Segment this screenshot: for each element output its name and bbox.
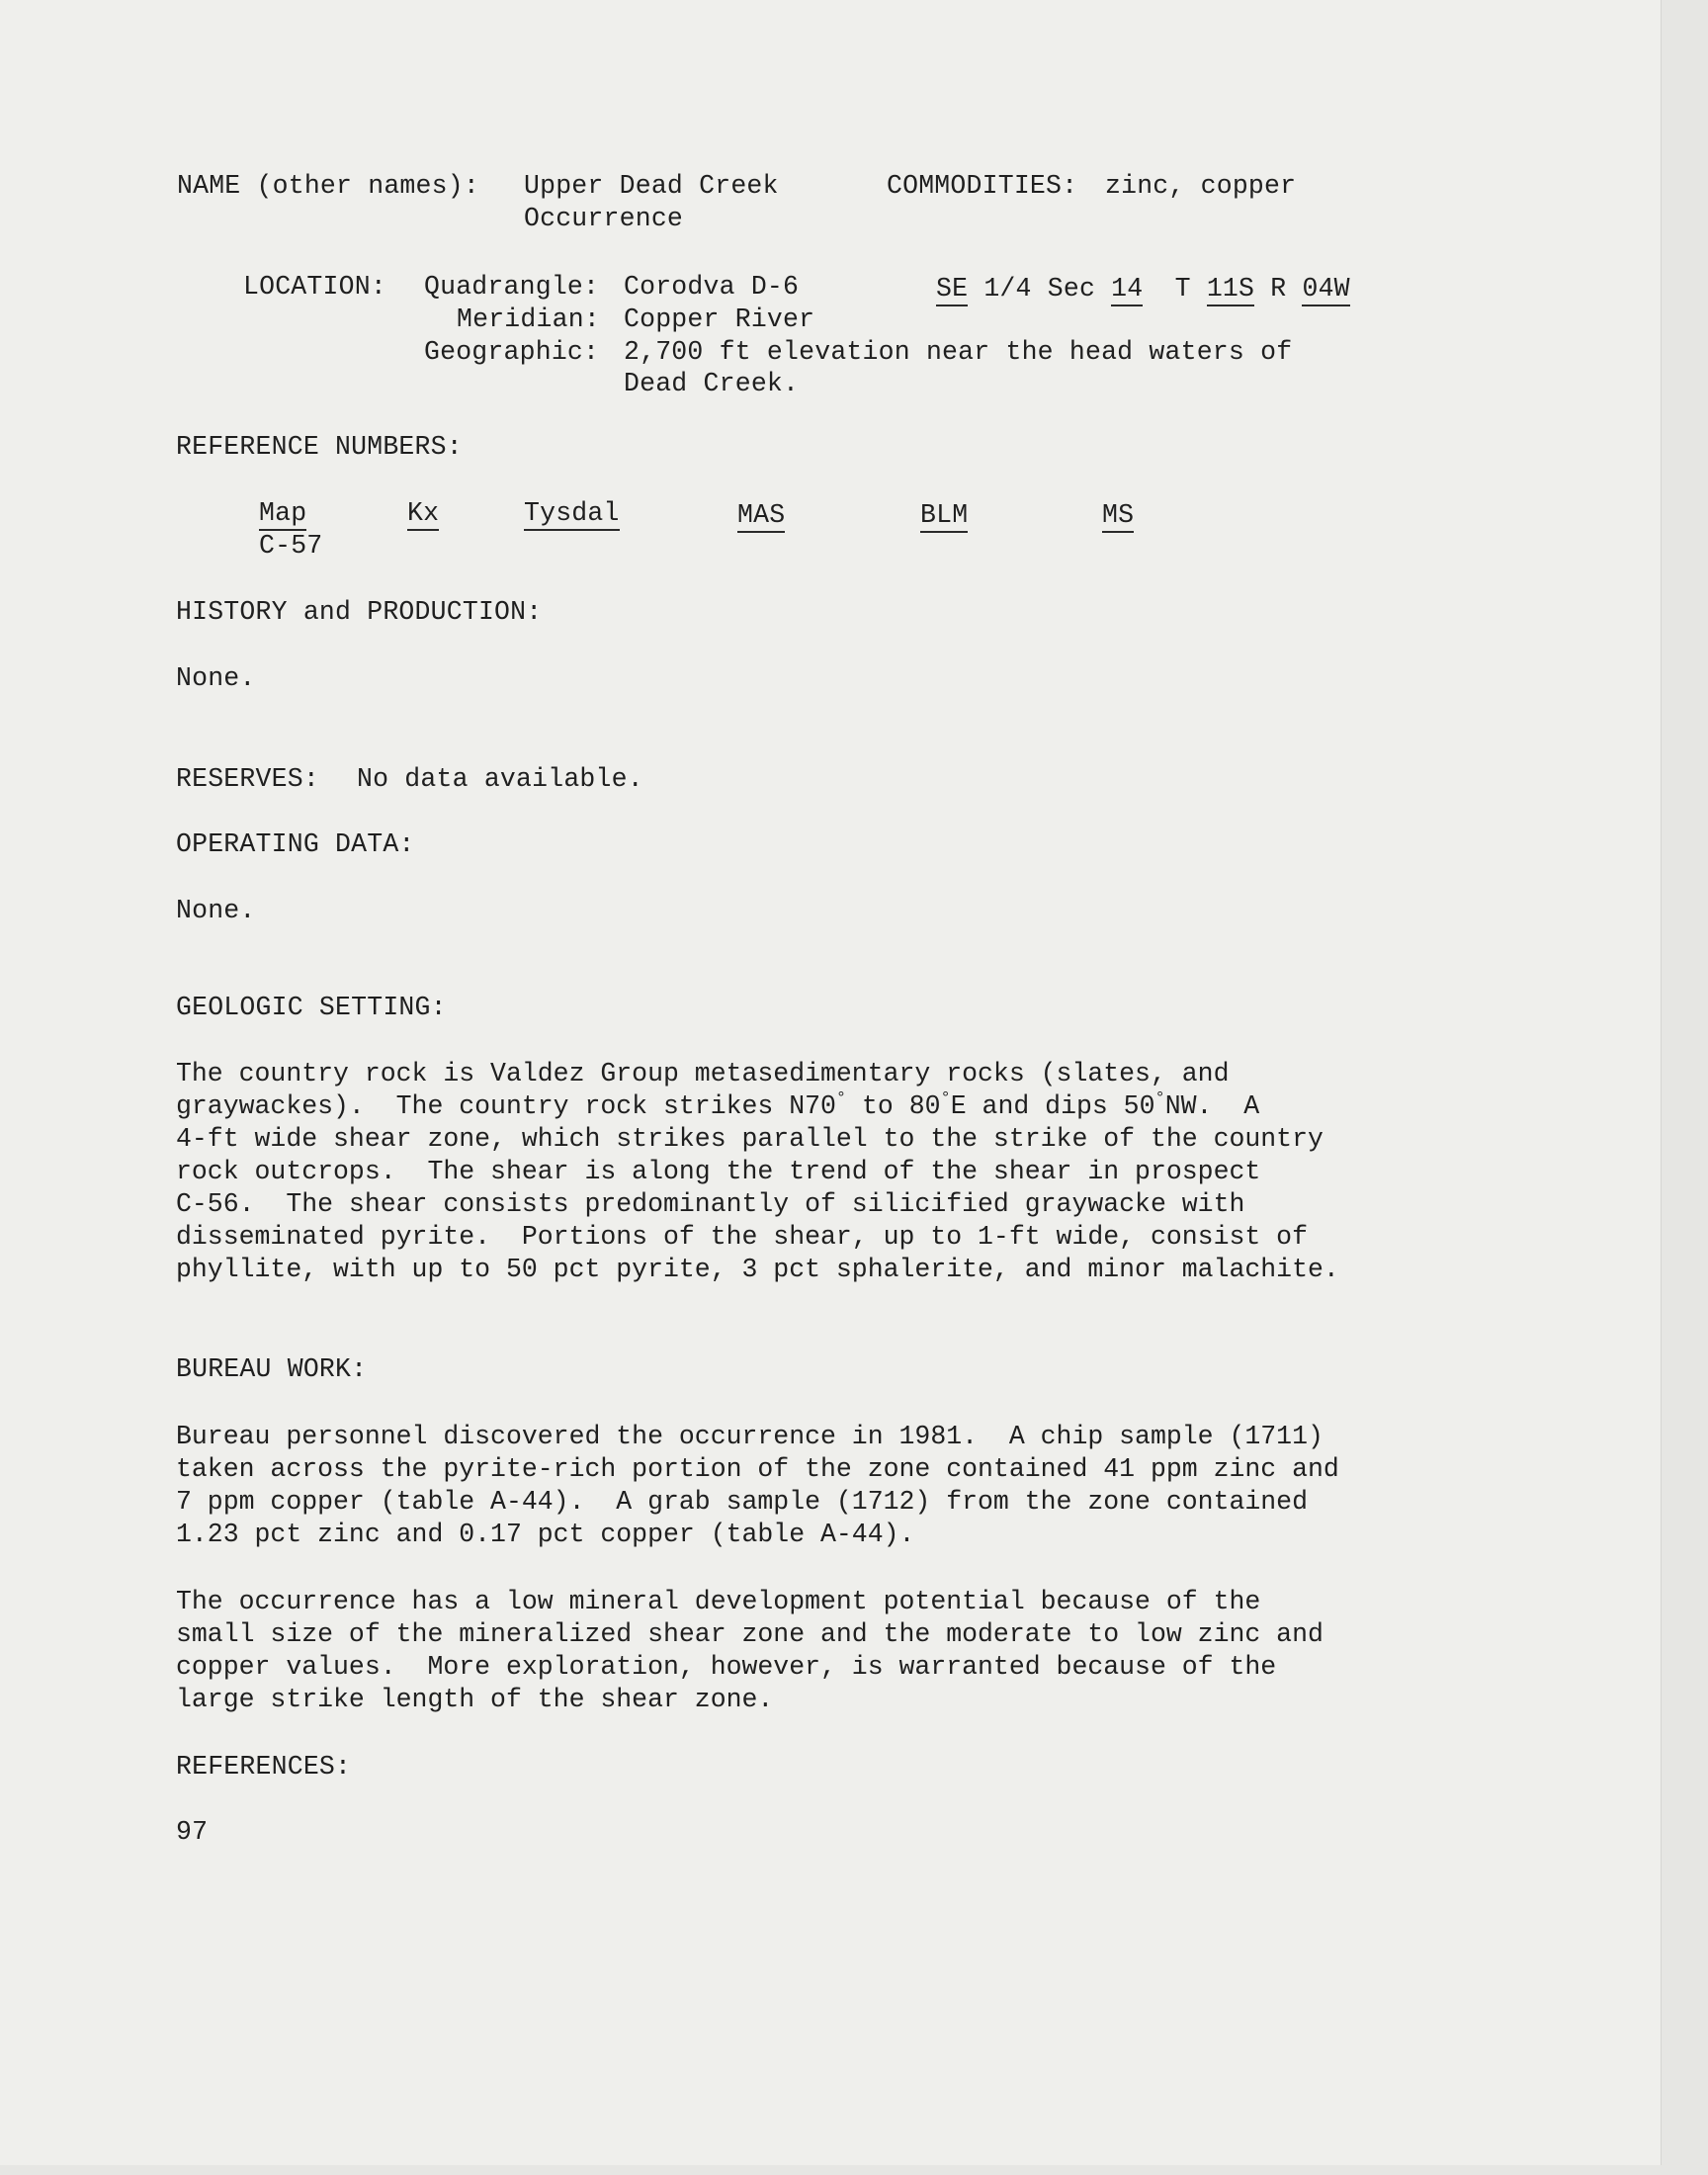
- ref-mas: [737, 499, 785, 532]
- township-value: 11S: [1207, 274, 1254, 306]
- name-value-line2: Occurrence: [524, 204, 684, 233]
- bureau-line: Bureau personnel discovered the occurrence in 1981. A chip sample (1711): [176, 1422, 1324, 1451]
- ref-kx: [407, 497, 439, 530]
- history-text: None.: [176, 663, 256, 693]
- sec-label: Sec: [1047, 274, 1096, 304]
- bureau-paragraph-2: [176, 1586, 1461, 1716]
- geologic-line: 4-ft wide shear zone, which strikes parallel to the strike of the country: [176, 1124, 1324, 1154]
- bureau-line: small size of the mineralized shear zone and the moderate to low zinc and: [176, 1619, 1324, 1649]
- geologic-line: The country rock is Valdez Group metasedimentary rocks (slates, and: [176, 1059, 1230, 1088]
- ref-blm-label: BLM: [920, 500, 968, 533]
- ref-ms-label: MS: [1102, 500, 1134, 533]
- history-heading: HISTORY and PRODUCTION:: [176, 597, 543, 627]
- degree-symbol: °: [835, 1089, 847, 1108]
- degree-symbol: °: [940, 1089, 951, 1108]
- geologic-text-segment: E and dips 50: [950, 1091, 1155, 1121]
- references-heading: REFERENCES:: [176, 1752, 352, 1782]
- geographic-label: Geographic:: [424, 337, 600, 367]
- bureau-paragraph-1: [176, 1421, 1461, 1551]
- bureau-heading: BUREAU WORK:: [176, 1354, 368, 1384]
- geologic-line: C-56. The shear consists predominantly of silicified graywacke with: [176, 1189, 1245, 1219]
- geologic-line-strikes: [176, 1090, 1461, 1123]
- quarter-value: SE: [936, 274, 968, 306]
- geologic-heading: GEOLOGIC SETTING:: [176, 993, 447, 1022]
- quarter-section: [936, 273, 1350, 305]
- ref-tysdal: [524, 497, 620, 530]
- references-text: 97: [176, 1817, 209, 1847]
- bureau-line: large strike length of the shear zone.: [176, 1685, 774, 1714]
- bureau-line: The occurrence has a low mineral development potential because of the: [176, 1587, 1261, 1616]
- quarter-suffix: 1/4: [983, 274, 1032, 304]
- meridian-label: Meridian:: [457, 304, 600, 334]
- geographic-line1: 2,700 ft elevation near the head waters of: [624, 337, 1293, 367]
- bureau-line: taken across the pyrite-rich portion of the zone contained 41 ppm zinc and: [176, 1454, 1339, 1484]
- geographic-line2: Dead Creek.: [624, 369, 800, 398]
- ref-kx-label: Kx: [407, 498, 439, 531]
- geologic-line: disseminated pyrite. Portions of the shear, up to 1-ft wide, consist of: [176, 1222, 1308, 1252]
- operating-heading: OPERATING DATA:: [176, 829, 415, 859]
- ref-map-label: Map: [259, 498, 306, 531]
- bureau-line: copper values. More exploration, however, is warranted because of the: [176, 1652, 1277, 1682]
- ref-map-value: C-57: [259, 531, 323, 561]
- geologic-paragraph: [176, 1058, 1461, 1286]
- commodities-label: COMMODITIES:: [887, 171, 1078, 201]
- geologic-text-segment: graywackes). The country rock strikes N70: [176, 1091, 836, 1121]
- ref-mas-label: MAS: [737, 500, 785, 533]
- ref-tysdal-label: Tysdal: [524, 498, 620, 531]
- geologic-text-segment: NW. A: [1164, 1091, 1260, 1121]
- quadrangle-value: Corodva D-6: [624, 272, 800, 302]
- name-value-line1: Upper Dead Creek: [524, 171, 779, 201]
- geologic-line: rock outcrops. The shear is along the trend of the shear in prospect: [176, 1157, 1261, 1186]
- reserves-heading: RESERVES:: [176, 764, 319, 794]
- operating-text: None.: [176, 896, 256, 925]
- quadrangle-label: Quadrangle:: [424, 272, 600, 302]
- degree-symbol: °: [1154, 1089, 1165, 1108]
- geologic-line: phyllite, with up to 50 pct pyrite, 3 pct sphalerite, and minor malachite.: [176, 1255, 1339, 1284]
- ref-ms: [1102, 499, 1134, 532]
- commodities-value: zinc, copper: [1105, 171, 1297, 201]
- location-label: LOCATION:: [243, 272, 386, 302]
- ref-blm: [920, 499, 968, 532]
- reference-numbers-heading: REFERENCE NUMBERS:: [176, 432, 463, 462]
- range-value: 04W: [1302, 274, 1349, 306]
- reserves-text: No data available.: [357, 764, 643, 794]
- geologic-text-segment: to 80: [846, 1091, 941, 1121]
- ref-map: [259, 497, 306, 530]
- bureau-line: 1.23 pct zinc and 0.17 pct copper (table A-44).: [176, 1520, 915, 1549]
- bureau-line: 7 ppm copper (table A-44). A grab sample (1712) from the zone contained: [176, 1487, 1308, 1517]
- range-label: R: [1270, 274, 1287, 304]
- meridian-value: Copper River: [624, 304, 815, 334]
- name-label: NAME (other names):: [177, 171, 479, 201]
- township-label: T: [1174, 274, 1191, 304]
- section-value: 14: [1111, 274, 1143, 306]
